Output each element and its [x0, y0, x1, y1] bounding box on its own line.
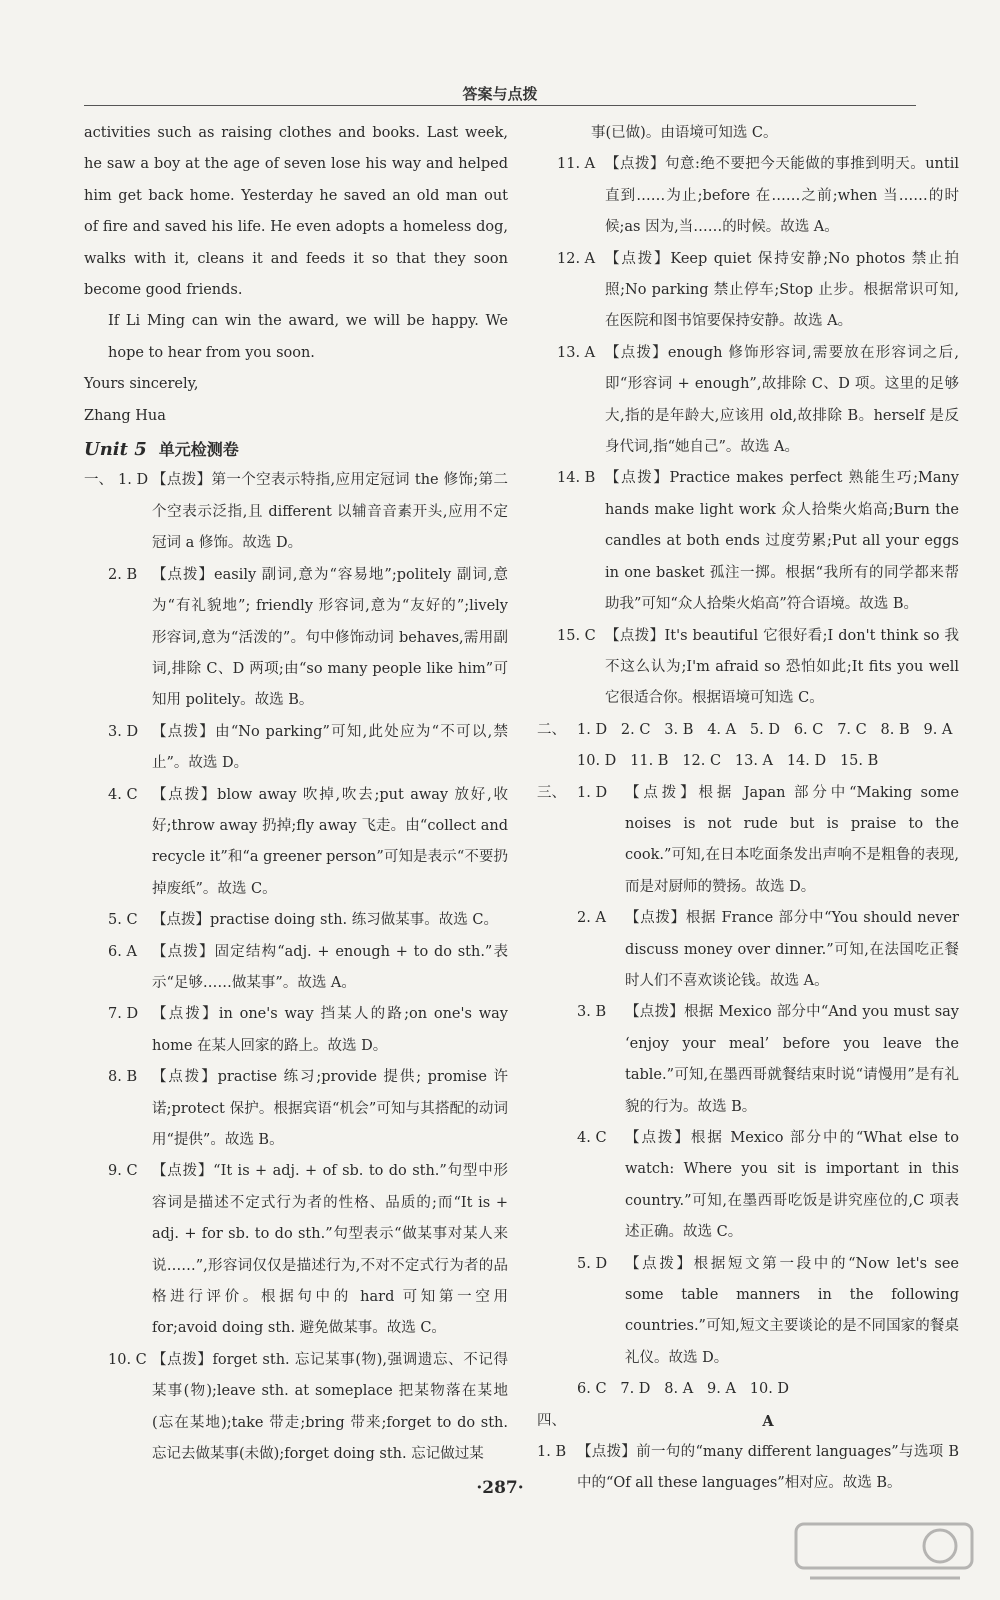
unit-subtitle: 单元检测卷 [158, 440, 239, 460]
section-two-answers-2: 10. D 11. B 12. C 13. A 14. D 15. B [577, 753, 879, 770]
answer-number: 3. B [577, 1004, 607, 1021]
answer-item [557, 621, 959, 715]
answer-text: 【点拨】“It is + adj. + of sb. to do sth.”句型中形容词是描述不定式行为者的性格、品质的;而“It is + adj. + for sb. to do sth.”句型表示“做某事对某人来说……”,形容词仅仅是描述行为,不对不定式行为者的品格进行评价。根据句中的 hard 可知第一空用 for;avoid doing sth. 避免做某事。故选 C。 [152, 1163, 508, 1337]
answer-item [84, 1345, 508, 1471]
answer-text: 【点拨】It's beautiful 它很好看;I don't think so 我不这么认为;I'm afraid so 恐怕如此;It fits you well 它很适合你。根据语境可知选 C。 [605, 627, 959, 707]
answer-text: 【点拨】固定结构“adj. + enough + to do sth.”表示“足够……做某事”。故选 A。 [152, 943, 508, 991]
answer-text: 【点拨】forget sth. 忘记某事(物),强调遗忘、不记得某事(物);leave sth. at someplace 把某物落在某地(忘在某地);take 带走;bring 带来;forget to do sth. 忘记去做某事(未做);forget doing sth. 忘记做过某 [152, 1351, 508, 1463]
continuation-text: 事(已做)。由语境可知选 C。 [591, 125, 778, 141]
letter-closing: Yours sincerely, [84, 376, 199, 393]
header-rule [84, 105, 916, 106]
answer-item [84, 1156, 508, 1344]
answer-number: 12. A [557, 250, 596, 267]
section-three [537, 778, 959, 904]
answer-item [557, 1249, 959, 1375]
answer-number: 7. D [108, 1006, 139, 1023]
section-label: 三、 [537, 784, 566, 801]
answer-item [557, 997, 959, 1123]
answer-text: 【点拨】第一个空表示特指,应用定冠词 the 修饰;第二个空表示泛指,且 different 以辅音音素开头,应用不定冠词 a 修饰。故选 D。 [152, 472, 508, 552]
page-number: ·287· [476, 1478, 524, 1498]
answer-number: 9. C [108, 1163, 138, 1180]
answer-text: 【点拨】practise doing sth. 练习做某事。故选 C。 [152, 912, 498, 929]
section-two [537, 715, 959, 746]
answer-item [557, 1123, 959, 1249]
answer-text: 【点拨】practise 练习;provide 提供; promise 许诺;protect 保护。根据宾语“机会”可知与其搭配的动词用“提供”。故选 B。 [152, 1069, 508, 1148]
answer-item [557, 338, 959, 464]
answer-number: 2. B [108, 566, 138, 583]
watermark-logo-icon [790, 1518, 980, 1594]
answer-text: 【点拨】由“No parking”可知,此处应为“不可以,禁止”。故选 D。 [152, 723, 508, 772]
answer-item [84, 560, 508, 717]
answer-item [84, 780, 508, 906]
section-four [537, 1406, 959, 1437]
answer-item [557, 903, 959, 997]
right-column [537, 118, 959, 1500]
answer-item [84, 717, 508, 780]
answer-number: 15. C [557, 627, 596, 644]
answer-number: 8. B [108, 1069, 138, 1086]
section-label: 二、 [537, 721, 566, 738]
answer-item [84, 465, 508, 559]
header-title: 答案与点拨 [462, 85, 538, 103]
answer-text: 【点拨】根据短文第一段中的“Now let's see some table manners in the following countries.”可知,短文主要谈论的是不同国家的餐桌礼仪。故选 D。 [625, 1255, 959, 1366]
answer-text: 【点拨】根据 Mexico 部分中“And you must say ‘enjoy your meal’ before you leave the table.”可知,在墨西哥就餐结束时说“请慢用”是有礼貌的行为。故选 B。 [625, 1004, 959, 1115]
answer-number: 11. A [557, 156, 596, 173]
answer-text: 【点拨】句意:绝不要把今天能做的事推到明天。until 直到……为止;before 在……之前;when 当……的时候;as 因为,当……的时候。故选 A。 [605, 156, 959, 236]
left-column [84, 118, 508, 1470]
unit-title: Unit 5 [84, 439, 147, 461]
answer-text: 【点拨】根据 Japan 部分中“Making some noises is not rude but is praise to the cook.”可知,在日本吃面条发出声响不是粗鲁的表现,而是对厨师的赞扬。故选 D。 [625, 784, 959, 895]
answer-number: 5. D [577, 1255, 608, 1272]
answer-text: 【点拨】easily 副词,意为“容易地”;politely 副词,意为“有礼貌地”; friendly 形容词,意为“友好的”;lively 形容词,意为“活泼的”。句中修饰动词 behaves,需用副词,排除 C、D 两项;由“so many people like him”可知用 politely。故选 B。 [152, 566, 508, 709]
answer-text: 【点拨】in one's way 挡某人的路;on one's way home 在某人回家的路上。故选 D。 [152, 1006, 508, 1054]
answer-number: 3. D [108, 723, 139, 740]
answer-item [84, 1062, 508, 1156]
answer-text: 【点拨】blow away 吹掉,吹去;put away 放好,收好;throw away 扔掉;fly away 飞走。由“collect and recycle it”和“a greener person”可知是表示“不要扔掉废纸”。故选 C。 [152, 786, 508, 897]
answer-number: 13. A [557, 344, 596, 361]
answer-item [84, 937, 508, 1000]
answer-number: 14. B [557, 470, 596, 487]
answer-item [84, 999, 508, 1062]
section-label: 一、 [84, 472, 113, 489]
letter-paragraph-1: activities such as raising clothes and books. Last week, he saw a boy at the age of seven lose his way and helped him get back home. Yesterday he saved an old man out of fire and saved his life. He even adopts a homeless dog, walks with it, cleans it and feeds it so that they soon become good friends. [84, 125, 508, 299]
section-three-answers: 6. C 7. D 8. A 9. A 10. D [577, 1381, 790, 1398]
answer-text: 【点拨】前一句的“many different languages”与选项 B 中的“Of all these languages”相对应。故选 B。 [577, 1444, 959, 1492]
answer-number: 1. D [577, 784, 608, 801]
letter-signature: Zhang Hua [84, 407, 166, 424]
answer-text: 【点拨】根据 Mexico 部分中的“What else to watch: Where you sit is important in this country.”可知,在墨西哥吃饭是讲究座位的,C 项表述正确。故选 C。 [625, 1130, 959, 1241]
answer-item [557, 463, 959, 620]
section-two-answers-1: 1. D 2. C 3. B 4. A 5. D 6. C 7. C 8. B 9. A [577, 721, 953, 738]
answer-number: 1. D [118, 472, 149, 489]
answer-item [84, 905, 508, 936]
answer-number: 4. C [577, 1130, 607, 1146]
answer-item [557, 149, 959, 243]
answer-number: 1. B [537, 1444, 567, 1461]
answer-item [557, 244, 959, 338]
part-label: A [762, 1412, 774, 1430]
section-label: 四、 [537, 1412, 566, 1429]
answer-text: 【点拨】Practice makes perfect 熟能生巧;Many hands make light work 众人拾柴火焰高;Burn the candles at both ends 过度劳累;Put all your eggs in one basket 孤注一掷。根据“我所有的同学都来帮助我”可知“众人拾柴火焰高”符合语境。故选 B。 [605, 470, 959, 613]
answer-number: 2. A [577, 910, 606, 927]
answer-number: 4. C [108, 786, 138, 803]
unit-heading [84, 434, 508, 465]
answer-text: 【点拨】enough 修饰形容词,需要放在形容词之后,即“形容词 + enough”,故排除 C、D 项。这里的足够大,指的是年龄大,应该用 old,故排除 B。herself 是反身代词,指“她自己”。故选 A。 [605, 344, 959, 456]
answer-number: 6. A [108, 943, 137, 960]
answer-number: 10. C [108, 1351, 147, 1368]
answer-text: 【点拨】Keep quiet 保持安静;No photos 禁止拍照;No parking 禁止停车;Stop 止步。根据常识可知,在医院和图书馆要保持安静。故选 A。 [605, 250, 959, 330]
answer-text: 【点拨】根据 France 部分中“You should never discuss money over dinner.”可知,在法国吃正餐时人们不喜欢谈论钱。故选 A。 [625, 910, 959, 989]
letter-paragraph-2: If Li Ming can win the award, we will be happy. We hope to hear from you soon. [108, 313, 508, 361]
answer-number: 5. C [108, 912, 138, 929]
